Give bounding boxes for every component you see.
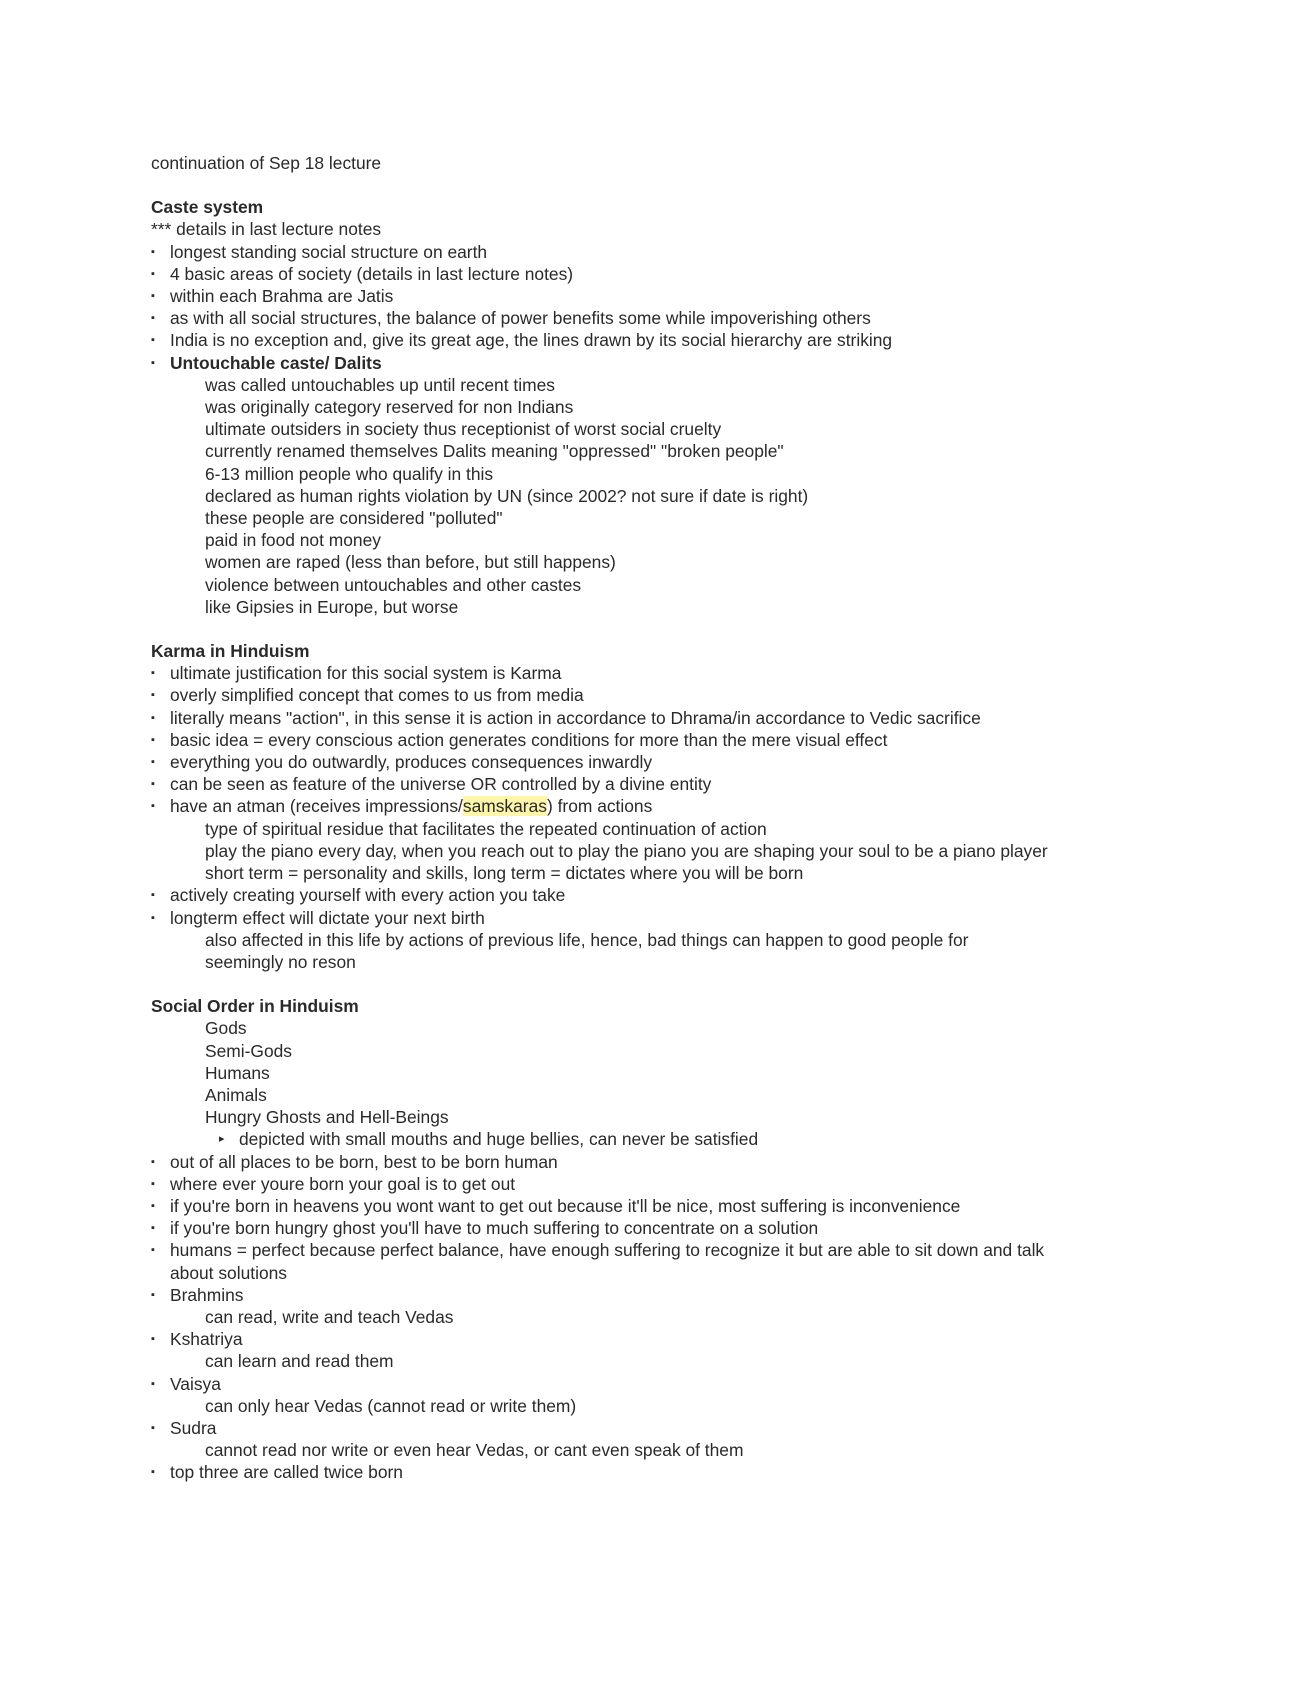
social-bullet: ▪ out of all places to be born, best to be born human [151, 1151, 1226, 1173]
untouchable-line: paid in food not money [205, 530, 381, 551]
varna-name: ▪ Brahmins [151, 1284, 1226, 1306]
karma-bullet: ▪ literally means "action", in this sense it is action in accordance to Dhrama/in accordance to Vedic sacrifice [151, 707, 1226, 729]
order-level: Semi-Gods [205, 1040, 292, 1061]
atman-text-before: have an atman (receives impressions/ [170, 796, 463, 817]
atman-bullet [151, 795, 1226, 817]
karma-bullet: ▪ can be seen as feature of the universe OR controlled by a divine entity [151, 773, 1226, 795]
varna-desc: can read, write and teach Vedas [205, 1306, 454, 1327]
untouchable-line: women are raped (less than before, but still happens) [205, 552, 616, 573]
birth-line: also affected in this life by actions of previous life, hence, bad things can happen to good people for [205, 929, 969, 950]
untouchable-line: violence between untouchables and other castes [205, 574, 582, 595]
order-level: Gods [205, 1018, 247, 1039]
order-level: Hungry Ghosts and Hell-Beings [205, 1107, 449, 1128]
caste-bullet: ▪ longest standing social structure on earth [151, 241, 1226, 263]
untouchable-line: currently renamed themselves Dalits meaning "oppressed" "broken people" [205, 441, 784, 462]
varna-name: ▪ Sudra [151, 1417, 1226, 1439]
humans-bullet-continued: about solutions [170, 1262, 287, 1283]
untouchable-line: was originally category reserved for non Indians [205, 397, 574, 418]
varna-desc: cannot read nor write or even hear Vedas, or cant even speak of them [205, 1440, 744, 1461]
karma-bullet: ▪ ultimate justification for this social system is Karma [151, 662, 1226, 684]
social-bullet: ▪ if you're born hungry ghost you'll have to much suffering to concentrate on a solution [151, 1217, 1226, 1239]
karma-bullet: ▪ actively creating yourself with every action you take [151, 884, 1226, 906]
varna-name: ▪ Kshatriya [151, 1328, 1226, 1350]
social-bullet: ▪ where ever youre born your goal is to get out [151, 1173, 1226, 1195]
social-bullet: ▪ if you're born in heavens you wont want to get out because it'll be nice, most suffering is inconvenience [151, 1195, 1226, 1217]
varna-desc: can learn and read them [205, 1351, 394, 1372]
untouchable-line: 6-13 million people who qualify in this [205, 463, 494, 484]
humans-bullet: ▪ humans = perfect because perfect balance, have enough suffering to recognize it but are able to sit down and talk [151, 1239, 1226, 1261]
section-heading-caste: Caste system [151, 197, 264, 218]
caste-bullet: ▪ 4 basic areas of society (details in last lecture notes) [151, 263, 1226, 285]
varna-desc: can only hear Vedas (cannot read or write them) [205, 1395, 577, 1416]
atman-text-after: ) from actions [546, 796, 653, 817]
untouchable-line: ultimate outsiders in society thus receptionist of worst social cruelty [205, 419, 722, 440]
caste-bullet: ▪ India is no exception and, give its great age, the lines drawn by its social hierarchy are striking [151, 329, 1226, 351]
untouchable-line: these people are considered "polluted" [205, 508, 503, 529]
atman-line: type of spiritual residue that facilitates the repeated continuation of action [205, 818, 767, 839]
caste-bullet: ▪ within each Brahma are Jatis [151, 285, 1226, 307]
ghost-note: ▸ depicted with small mouths and huge bellies, can never be satisfied [151, 1128, 1226, 1150]
intro-line: continuation of Sep 18 lecture [151, 153, 382, 173]
atman-line: play the piano every day, when you reach out to play the piano you are shaping your soul to be a piano player [205, 840, 1048, 861]
section-heading-social-order: Social Order in Hinduism [151, 996, 359, 1017]
untouchable-line: declared as human rights violation by UN (since 2002? not sure if date is right) [205, 485, 809, 506]
order-level: Animals [205, 1084, 267, 1105]
varna-name: ▪ Vaisya [151, 1373, 1226, 1395]
atman-line: short term = personality and skills, long term = dictates where you will be born [205, 863, 804, 884]
untouchable-line: was called untouchables up until recent times [205, 374, 555, 395]
birth-line: seemingly no reson [205, 951, 356, 972]
karma-bullet: ▪ everything you do outwardly, produces consequences inwardly [151, 751, 1226, 773]
order-level: Humans [205, 1062, 270, 1083]
section-heading-karma: Karma in Hinduism [151, 641, 310, 662]
karma-bullet: ▪ overly simplified concept that comes to us from media [151, 684, 1226, 706]
karma-bullet: ▪ basic idea = every conscious action generates conditions for more than the mere visual effect [151, 729, 1226, 751]
twice-born-bullet: ▪ top three are called twice born [151, 1461, 1226, 1483]
samskaras-highlight: samskaras [462, 796, 547, 817]
untouchable-line: like Gipsies in Europe, but worse [205, 596, 459, 617]
karma-bullet: ▪ longterm effect will dictate your next birth [151, 907, 1226, 929]
untouchable-heading: ▪ Untouchable caste/ Dalits [151, 352, 1226, 374]
caste-bullet: ▪ as with all social structures, the balance of power benefits some while impoverishing others [151, 307, 1226, 329]
caste-note: *** details in last lecture notes [151, 219, 382, 240]
